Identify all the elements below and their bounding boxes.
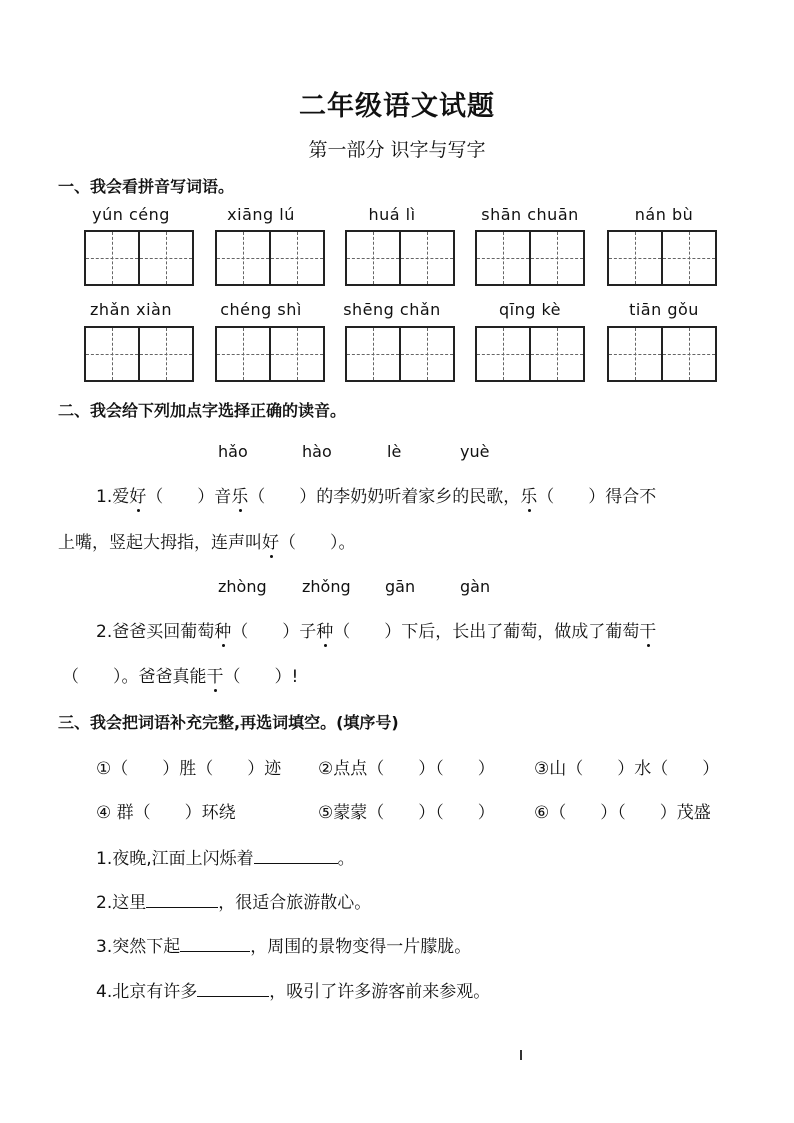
question-2-1-line-2: 上嘴，竖起大拇指，连声叫好（ ）。 <box>58 528 356 553</box>
pinyin-label: shēng chǎn <box>343 300 441 319</box>
reading-option: gān <box>385 577 416 596</box>
section3-heading: 三、我会把词语补充完整,再选词填空。(填序号) <box>58 713 399 732</box>
fill-sentence-2: 2.这里 ，很适合旅游散心。 <box>96 893 372 913</box>
question-2-2-line-1: 2.爸爸买回葡萄种（ ）子种（ ）下后，长出了葡萄，做成了葡萄干 <box>96 617 656 642</box>
reading-option: gàn <box>460 577 491 596</box>
question-2-1-line-1: 1.爱好（ ）音乐（ ）的李奶奶听着家乡的民歌，乐（ ）得合不 <box>96 482 656 507</box>
pinyin-label: huá lì <box>368 205 416 224</box>
fill-sentence-4: 4.北京有许多 ，吸引了许多游客前来参观。 <box>96 982 491 1002</box>
pinyin-label: shān chuān <box>481 205 579 224</box>
answer-blank[interactable] <box>254 847 338 864</box>
writing-box[interactable] <box>475 230 585 286</box>
answer-blank[interactable] <box>146 891 218 908</box>
pinyin-label: chéng shì <box>220 300 302 319</box>
reading-option: hǎo <box>218 442 248 461</box>
page-subtitle: 第一部分 识字与写字 <box>308 139 486 161</box>
fill-sentence-1: 1.夜晚,江面上闪烁着 。 <box>96 849 355 869</box>
writing-box[interactable] <box>84 230 194 286</box>
writing-box[interactable] <box>607 326 717 382</box>
pinyin-label: yún céng <box>92 205 170 224</box>
writing-box[interactable] <box>475 326 585 382</box>
writing-box[interactable] <box>607 230 717 286</box>
page-title: 二年级语文试题 <box>299 91 495 122</box>
writing-box[interactable] <box>345 230 455 286</box>
pinyin-row-1 <box>84 205 724 231</box>
pinyin-label: qīng kè <box>498 300 562 319</box>
section2-heading: 二、我会给下列加点字选择正确的读音。 <box>58 401 347 420</box>
word-item-6: ⑥（ ）（ ）茂盛 <box>534 803 711 823</box>
reading-option: yuè <box>460 442 490 461</box>
pinyin-row-2 <box>84 300 724 326</box>
pinyin-label: tiān gǒu <box>629 300 699 319</box>
word-item-4: ④ 群（ ）环绕 <box>96 803 236 823</box>
writing-box[interactable] <box>84 326 194 382</box>
answer-blank[interactable] <box>180 935 250 952</box>
stray-mark <box>520 1050 522 1060</box>
pinyin-label: xiāng lú <box>227 205 295 224</box>
writing-grid-row-1 <box>84 230 724 286</box>
question-2-2-line-2: （ ）。爸爸真能干（ ）! <box>62 662 298 687</box>
writing-box[interactable] <box>215 230 325 286</box>
pinyin-label: nán bù <box>634 205 694 224</box>
writing-box[interactable] <box>215 326 325 382</box>
reading-option: hào <box>302 442 332 461</box>
word-item-2: ②点点（ ）（ ） <box>318 759 495 779</box>
fill-sentence-3: 3.突然下起 ，周围的景物变得一片朦胧。 <box>96 937 472 957</box>
reading-option: zhǒng <box>302 577 351 596</box>
word-item-3: ③山（ ）水（ ） <box>534 759 720 779</box>
word-item-1: ①（ ）胜（ ）迹 <box>96 759 282 779</box>
writing-grid-row-2 <box>84 326 724 382</box>
writing-box[interactable] <box>345 326 455 382</box>
reading-option: zhòng <box>218 577 267 596</box>
answer-blank[interactable] <box>197 980 269 997</box>
word-item-5: ⑤蒙蒙（ ）（ ） <box>318 803 495 823</box>
section1-heading: 一、我会看拼音写词语。 <box>58 177 235 196</box>
reading-option: lè <box>387 442 402 461</box>
pinyin-label: zhǎn xiàn <box>90 300 172 319</box>
